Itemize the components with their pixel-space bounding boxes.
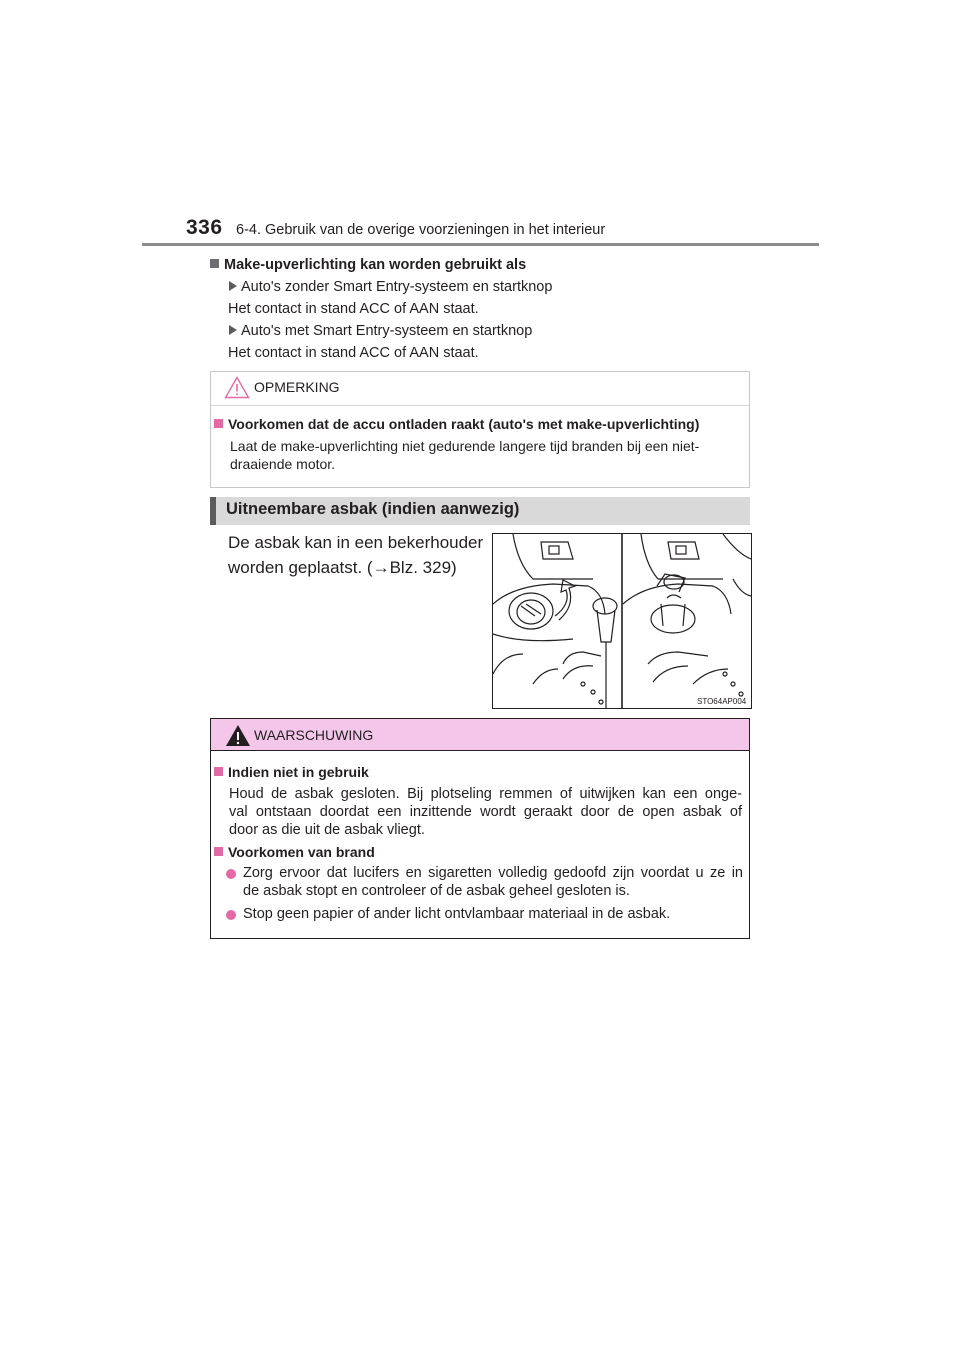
warning-icon (225, 724, 251, 747)
notice-text-line2: draaiende motor. (230, 456, 336, 472)
warning-item1-line1: Houd de asbak gesloten. Bij plotseling remmen of uitwijken kan een onge- (229, 786, 742, 802)
ashtray-illustration (492, 533, 752, 709)
make-up-item1-label-text: Auto's zonder Smart Entry-systeem en startknop (241, 279, 553, 295)
warning-item1-line2: val ontstaan doordat een inzittende wordt geraakt door de open asbak of (229, 804, 742, 820)
section-heading: Uitneembare asbak (indien aanwezig) (226, 500, 520, 518)
warning-title: WAARSCHUWING (254, 727, 374, 743)
square-bullet-icon (214, 767, 223, 776)
section-heading-accent (210, 497, 216, 525)
intro-line2 (228, 555, 483, 580)
warning-bullet1 (226, 866, 242, 884)
intro-line1: De asbak kan in een bekerhouder (228, 533, 484, 552)
warning-item2-heading-text: Voorkomen van brand (228, 844, 375, 860)
make-up-item2-label (229, 322, 532, 340)
square-bullet-icon (210, 259, 219, 268)
arrow-right-icon: → (372, 558, 390, 577)
square-bullet-icon (214, 419, 223, 428)
make-up-item1-label (229, 278, 552, 296)
intro-line2-prefix: worden geplaatst. ( (228, 558, 373, 577)
round-bullet-icon (226, 869, 236, 879)
warning-bullet1-line1: Zorg ervoor dat lucifers en sigaretten volledig gedoofd zijn voordat u ze in (243, 865, 743, 881)
warning-bullet1-text (243, 864, 743, 900)
make-up-item1-text: Het contact in stand ACC of AAN staat. (228, 301, 479, 317)
page-reference-link[interactable]: Blz. 329) (389, 558, 457, 577)
make-up-item2-text: Het contact in stand ACC of AAN staat. (228, 345, 479, 361)
warning-item2-heading (214, 843, 375, 861)
page-number: 336 (186, 216, 223, 239)
warning-header-rule (211, 750, 749, 751)
warning-bullet2-text: Stop geen papier of ander licht ontvlambaar materiaal in de asbak. (243, 906, 671, 922)
notice-title: OPMERKING (254, 379, 340, 395)
warning-item1-line3: door as die uit de asbak vliegt. (229, 822, 425, 838)
figure-code: STO64AP004 (697, 697, 747, 706)
warning-bullet1-line2: de asbak stopt en controleer of de asbak geheel gesloten is. (243, 883, 630, 899)
round-bullet-icon (226, 910, 236, 920)
notice-header-rule (211, 405, 749, 406)
notice-text-line1: Laat de make-upverlichting niet gedurende langere tijd branden bij een niet- (230, 438, 700, 454)
warning-item1-text (229, 785, 742, 839)
ashtray-figure (493, 534, 751, 708)
section-intro (228, 530, 483, 580)
make-up-item2-label-text: Auto's met Smart Entry-systeem en startknop (241, 323, 533, 339)
caution-outline-icon (224, 376, 250, 399)
header-rule (142, 243, 819, 246)
notice-item-heading-text: Voorkomen dat de accu ontladen raakt (auto's met make-upverlichting) (228, 416, 700, 432)
square-bullet-icon (214, 847, 223, 856)
make-up-heading-text: Make-upverlichting kan worden gebruikt als (224, 257, 527, 273)
triangle-right-icon (229, 325, 237, 335)
notice-item-heading (214, 415, 699, 433)
warning-item1-heading-text: Indien niet in gebruik (228, 764, 369, 780)
running-header-title: 6-4. Gebruik van de overige voorzieningen in het interieur (236, 222, 606, 238)
warning-item1-heading (214, 763, 369, 781)
triangle-right-icon (229, 281, 237, 291)
make-up-heading (210, 256, 526, 274)
warning-bullet2 (226, 907, 242, 925)
